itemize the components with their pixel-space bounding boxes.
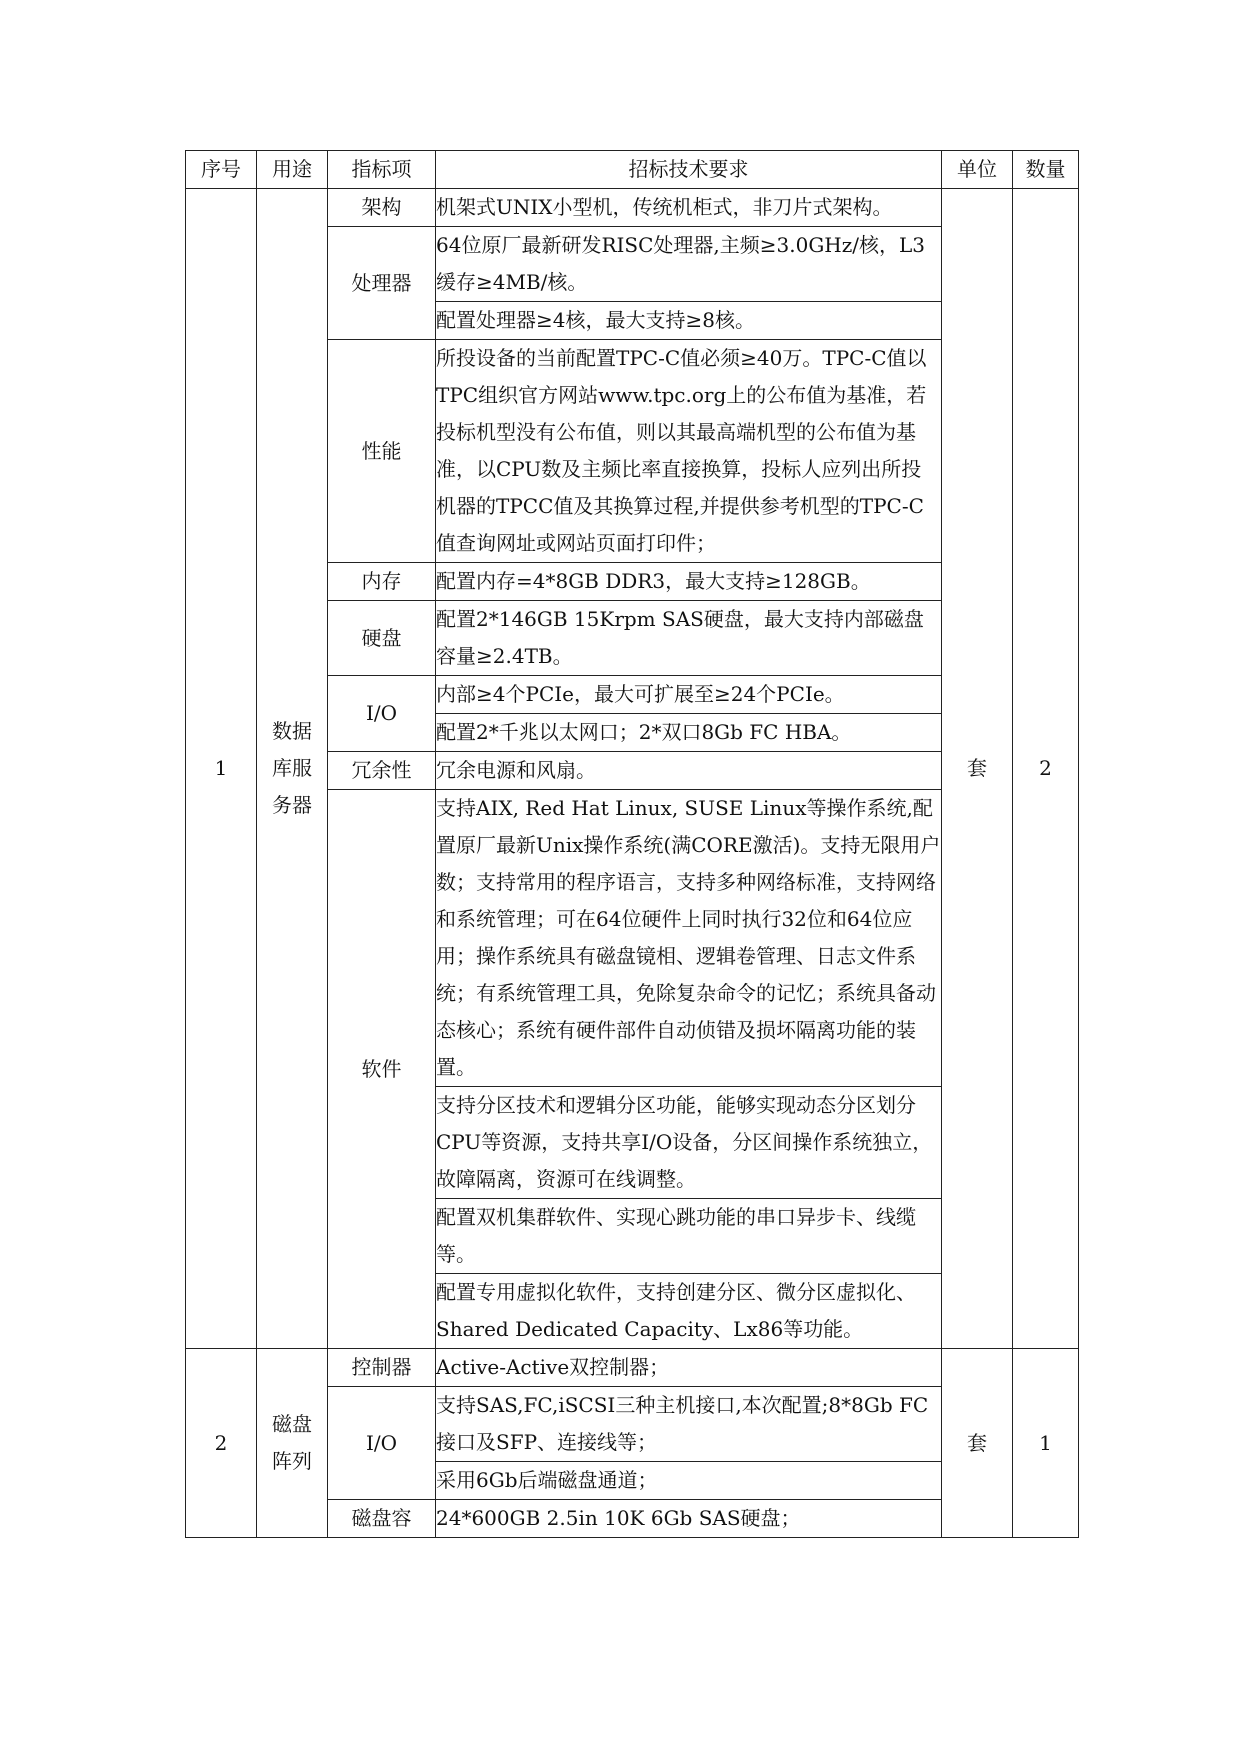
- group-1-usage: 数据库服务器: [272, 719, 312, 817]
- group-2-unit: 套: [942, 1349, 1013, 1538]
- requirement-text: 配置2*千兆以太网口；2*双口8Gb FC HBA。: [436, 714, 942, 752]
- requirement-text: 支持AIX, Red Hat Linux, SUSE Linux等操作系统,配置原厂最新Unix操作系统(满CORE激活)。支持无限用户数；支持常用的程序语言，支持多种网络标准，支持网络和系统管理；可在64位硬件上同时执行32位和64位应用；操作系统具有磁盘镜相、逻辑卷管理、日志文件系统；有系统管理工具，免除复杂命令的记忆；系统具备动态核心；系统有硬件部件自动侦错及损坏隔离功能的装置。: [436, 790, 942, 1087]
- requirement-text: 支持分区技术和逻辑分区功能，能够实现动态分区划分CPU等资源，支持共享I/O设备，分区间操作系统独立，故障隔离，资源可在线调整。: [436, 1087, 942, 1199]
- table-row: [186, 189, 1079, 227]
- requirement-text: 配置专用虚拟化软件，支持创建分区、微分区虚拟化、Shared Dedicated Capacity、Lx86等功能。: [436, 1274, 942, 1349]
- group-2-seq: 2: [186, 1349, 257, 1538]
- item-name: 处理器: [328, 227, 436, 340]
- header-usage: 用途: [257, 151, 328, 189]
- item-name: 架构: [328, 189, 436, 227]
- requirement-text: 配置双机集群软件、实现心跳功能的串口异步卡、线缆等。: [436, 1199, 942, 1274]
- item-name: 冗余性: [328, 752, 436, 790]
- requirement-text: 采用6Gb后端磁盘通道；: [436, 1462, 942, 1500]
- item-name: 硬盘: [328, 601, 436, 676]
- requirement-text: 冗余电源和风扇。: [436, 752, 942, 790]
- requirement-text: 机架式UNIX小型机，传统机柜式，非刀片式架构。: [436, 189, 942, 227]
- header-item: 指标项: [328, 151, 436, 189]
- group-2-qty: 1: [1013, 1349, 1079, 1538]
- spec-table: [185, 150, 1079, 1538]
- group-1-unit: 套: [942, 189, 1013, 1349]
- header-seq: 序号: [186, 151, 257, 189]
- item-name: 控制器: [328, 1349, 436, 1387]
- requirement-text: 64位原厂最新研发RISC处理器,主频≥3.0GHz/核，L3缓存≥4MB/核。: [436, 227, 942, 302]
- requirement-text: 所投设备的当前配置TPC-C值必须≥40万。TPC-C值以TPC组织官方网站www.tpc.org上的公布值为基准，若投标机型没有公布值，则以其最高端机型的公布值为基准，以CPU数及主频比率直接换算，投标人应列出所投机器的TPCC值及其换算过程,并提供参考机型的TPC-C值查询网址或网站页面打印件；: [436, 340, 942, 563]
- group-1-qty: 2: [1013, 189, 1079, 1349]
- requirement-text: 24*600GB 2.5in 10K 6Gb SAS硬盘；: [436, 1500, 942, 1538]
- item-name: 软件: [328, 790, 436, 1349]
- item-name: 内存: [328, 563, 436, 601]
- header-row: [186, 151, 1079, 189]
- item-name: I/O: [328, 676, 436, 752]
- requirement-text: Active-Active双控制器；: [436, 1349, 942, 1387]
- group-2-usage: 磁盘阵列: [272, 1412, 312, 1473]
- requirement-text: 配置内存=4*8GB DDR3，最大支持≥128GB。: [436, 563, 942, 601]
- requirement-text: 配置处理器≥4核，最大支持≥8核。: [436, 302, 942, 340]
- requirement-text: 支持SAS,FC,iSCSI三种主机接口,本次配置;8*8Gb FC接口及SFP、连接线等；: [436, 1387, 942, 1462]
- header-unit: 单位: [942, 151, 1013, 189]
- group-1-seq: 1: [186, 189, 257, 1349]
- header-qty: 数量: [1013, 151, 1079, 189]
- item-name: I/O: [328, 1387, 436, 1500]
- item-name: 磁盘容: [328, 1500, 436, 1538]
- item-name: 性能: [328, 340, 436, 563]
- table-row: [186, 1349, 1079, 1387]
- requirement-text: 内部≥4个PCIe，最大可扩展至≥24个PCIe。: [436, 676, 942, 714]
- header-requirement: 招标技术要求: [436, 151, 942, 189]
- requirement-text: 配置2*146GB 15Krpm SAS硬盘，最大支持内部磁盘容量≥2.4TB。: [436, 601, 942, 676]
